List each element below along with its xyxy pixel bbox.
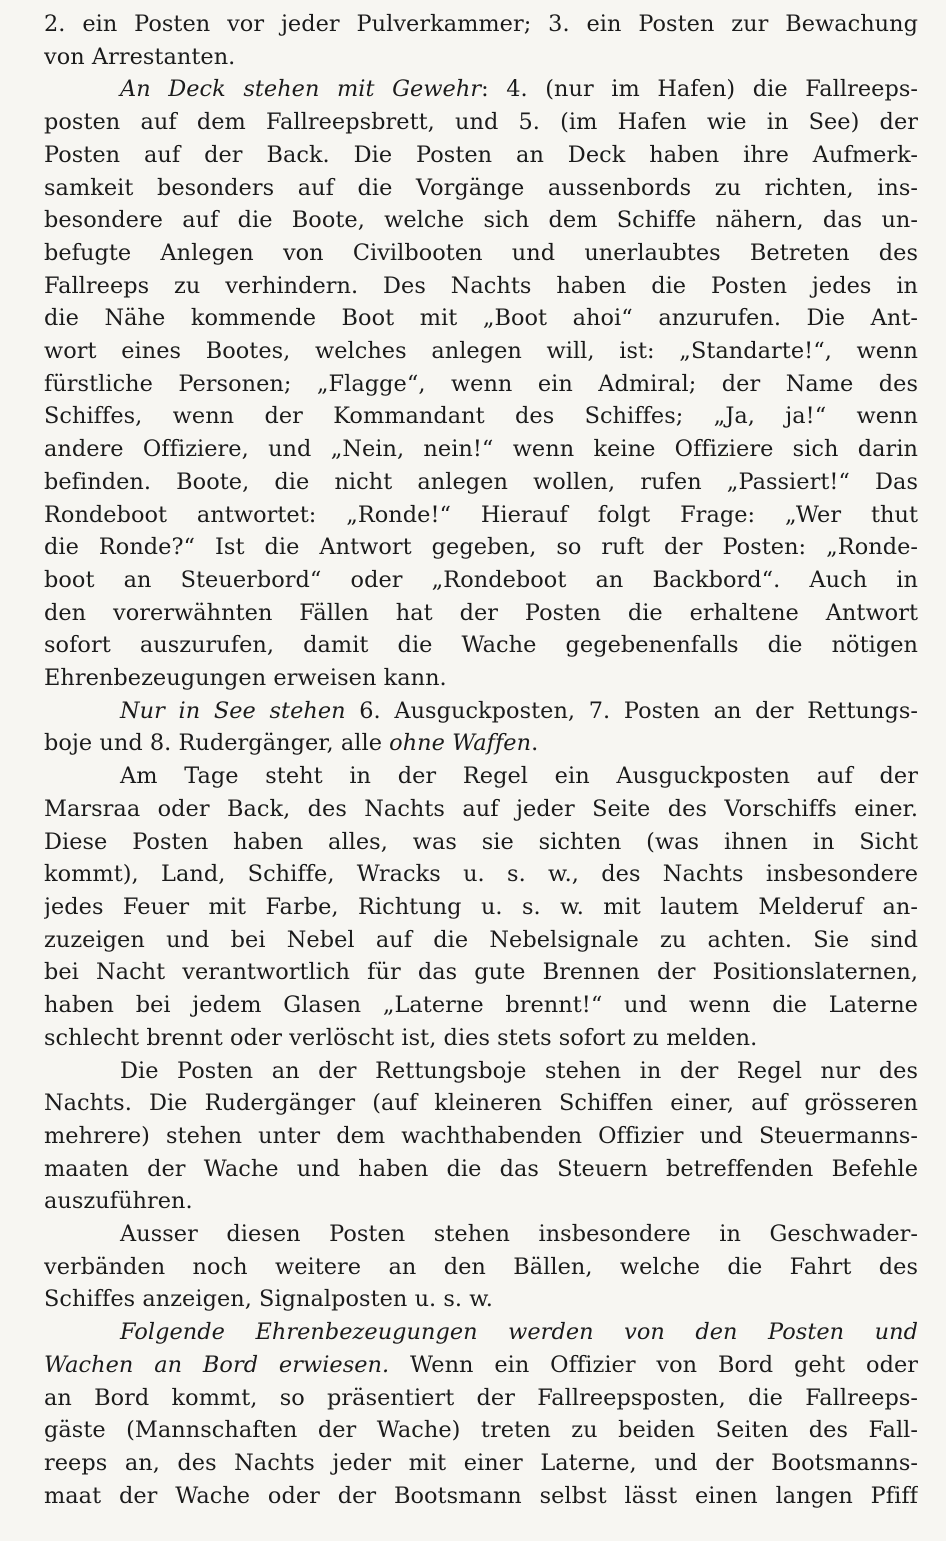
text-line: Wachen an Bord erwiesen. Wenn ein Offizier von Bord geht oder: [44, 1351, 918, 1378]
text-line: Ausser diesen Posten stehen insbesondere in Geschwader-: [120, 1221, 918, 1248]
text-line: andere Offiziere, und „Nein, nein!“ wenn keine Offiziere sich darin: [44, 436, 918, 463]
text-line: Posten auf der Back. Die Posten an Deck haben ihre Aufmerk-: [44, 141, 918, 168]
text-line: die Nähe kommende Boot mit „Boot ahoi“ anzurufen. Die Ant-: [44, 305, 918, 332]
text-line: Nachts. Die Rudergänger (auf kleineren Schiffen einer, auf grösseren: [44, 1090, 918, 1117]
text-line: mehrere) stehen unter dem wachthabenden Offizier und Steuermanns-: [44, 1122, 918, 1149]
text-line: bei Nacht verantwortlich für das gute Brennen der Positionslaternen,: [44, 959, 918, 986]
text-line: die Ronde?“ Ist die Antwort gegeben, so ruft der Posten: „Ronde-: [44, 534, 918, 561]
text-line: boot an Steuerbord“ oder „Rondeboot an Backbord“. Auch in: [44, 566, 918, 593]
text-line: samkeit besonders auf die Vorgänge aussenbords zu richten, ins-: [44, 174, 918, 201]
text-line: fürstliche Personen; „Flagge“, wenn ein Admiral; der Name des: [44, 370, 918, 397]
text-line: reeps an, des Nachts jeder mit einer Laterne, und der Bootsmanns-: [44, 1449, 918, 1476]
text-line: an Bord kommt, so präsentiert der Fallreepsposten, die Fallreeps-: [44, 1384, 918, 1411]
text-line: boje und 8. Rudergänger, alle ohne Waffen.: [44, 730, 539, 757]
text-line: Schiffes anzeigen, Signalposten u. s. w.: [44, 1286, 493, 1313]
text-line: An Deck stehen mit Gewehr: 4. (nur im Hafen) die Fallreeps-: [120, 76, 918, 103]
text-line: schlecht brennt oder verlöscht ist, dies stets sofort zu melden.: [44, 1024, 758, 1051]
text-line: maat der Wache oder der Bootsmann selbst lässt einen langen Pfiff: [44, 1482, 918, 1509]
text-line: posten auf dem Fallreepsbrett, und 5. (im Hafen wie in See) der: [44, 109, 918, 136]
text-line: kommt), Land, Schiffe, Wracks u. s. w., des Nachts insbesondere: [44, 861, 918, 888]
text-line: besondere auf die Boote, welche sich dem Schiffe nähern, das un-: [44, 207, 918, 234]
text-line: Schiffes, wenn der Kommandant des Schiffes; „Ja, ja!“ wenn: [44, 403, 918, 430]
text-line: gäste (Mannschaften der Wache) treten zu beiden Seiten des Fall-: [44, 1417, 918, 1444]
text-line: sofort auszurufen, damit die Wache gegebenenfalls die nötigen: [44, 632, 918, 659]
text-line: wort eines Bootes, welches anlegen will, ist: „Standarte!“, wenn: [44, 338, 918, 365]
text-line: Fallreeps zu verhindern. Des Nachts haben die Posten jedes in: [44, 272, 918, 299]
text-line: Diese Posten haben alles, was sie sichten (was ihnen in Sicht: [44, 828, 918, 855]
text-line: Am Tage steht in der Regel ein Ausguckposten auf der: [120, 763, 918, 790]
text-line: den vorerwähnten Fällen hat der Posten die erhaltene Antwort: [44, 599, 918, 626]
text-line: 2. ein Posten vor jeder Pulverkammer; 3. ein Posten zur Bewachung: [44, 11, 918, 37]
text-line: jedes Feuer mit Farbe, Richtung u. s. w. mit lautem Melderuf an-: [44, 893, 918, 920]
text-line: haben bei jedem Glasen „Laterne brennt!“ und wenn die Laterne: [44, 992, 918, 1019]
text-line: auszuführen.: [44, 1188, 193, 1215]
text-line: von Arrestanten.: [44, 43, 236, 70]
page-text: [44, 8, 918, 1512]
text-line: Folgende Ehrenbezeugungen werden von den Posten und: [120, 1319, 918, 1346]
text-line: Marsraa oder Back, des Nachts auf jeder Seite des Vorschiffs einer.: [44, 795, 918, 822]
text-line: befinden. Boote, die nicht anlegen wollen, rufen „Passiert!“ Das: [44, 468, 918, 495]
text-line: befugte Anlegen von Civilbooten und unerlaubtes Betreten des: [44, 239, 918, 266]
text-line: Nur in See stehen 6. Ausguckposten, 7. Posten an der Rettungs-: [120, 697, 918, 724]
text-line: maaten der Wache und haben die das Steuern betreffenden Befehle: [44, 1155, 918, 1182]
text-line: zuzeigen und bei Nebel auf die Nebelsignale zu achten. Sie sind: [44, 926, 918, 953]
text-line: Die Posten an der Rettungsboje stehen in der Regel nur des: [120, 1057, 918, 1084]
text-line: Ehrenbezeugungen erweisen kann.: [44, 665, 447, 692]
text-line: Rondeboot antwortet: „Ronde!“ Hierauf folgt Frage: „Wer thut: [44, 501, 918, 528]
text-line: verbänden noch weitere an den Bällen, welche die Fahrt des: [44, 1253, 918, 1280]
